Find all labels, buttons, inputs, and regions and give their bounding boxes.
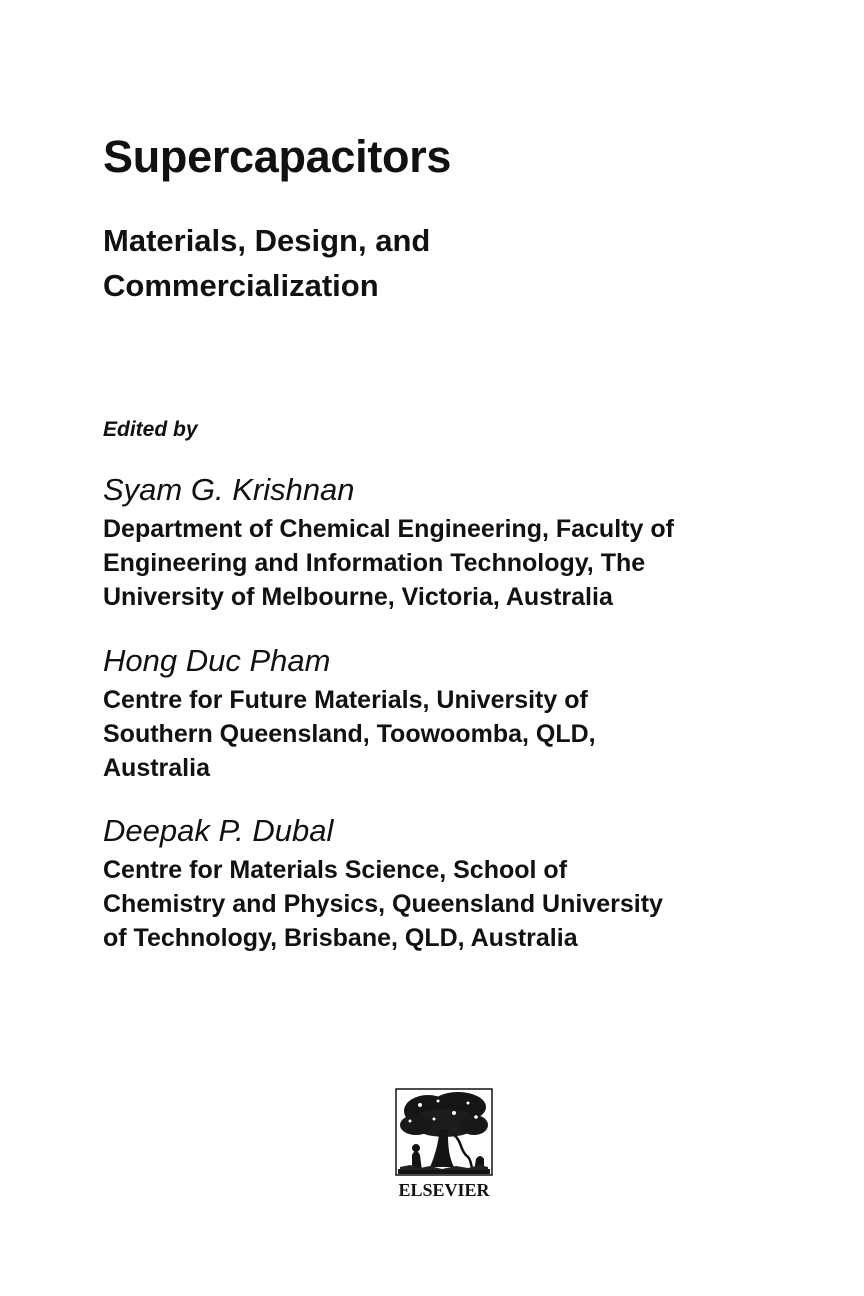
subtitle-line: Materials, Design, and [103, 223, 431, 258]
book-subtitle [103, 218, 663, 308]
editor-name: Syam G. Krishnan [103, 472, 355, 507]
editor-entry [103, 813, 803, 955]
affiliation-line: of Technology, Brisbane, QLD, Australia [103, 924, 578, 952]
subtitle-line: Commercialization [103, 268, 379, 303]
editor-entry [103, 472, 803, 614]
affiliation-line: Southern Queensland, Toowoomba, QLD, [103, 720, 596, 748]
affiliation-line: Chemistry and Physics, Queensland University [103, 890, 663, 918]
edited-by-label: Edited by [103, 418, 198, 441]
editor-affiliation [103, 853, 803, 955]
affiliation-line: University of Melbourne, Victoria, Australia [103, 583, 613, 611]
elsevier-tree-icon [390, 1085, 498, 1177]
affiliation-line: Centre for Future Materials, University of [103, 686, 588, 714]
editor-name: Deepak P. Dubal [103, 813, 334, 848]
editor-affiliation [103, 512, 803, 614]
editor-entry [103, 643, 803, 785]
book-title: Supercapacitors [103, 131, 452, 182]
editor-name: Hong Duc Pham [103, 643, 331, 678]
affiliation-line: Department of Chemical Engineering, Faculty of [103, 515, 674, 543]
affiliation-line: Australia [103, 754, 210, 782]
editor-affiliation [103, 683, 803, 785]
publisher-name: ELSEVIER [398, 1180, 490, 1200]
affiliation-line: Centre for Materials Science, School of [103, 856, 568, 884]
publisher-logo [390, 1085, 498, 1203]
affiliation-line: Engineering and Information Technology, The [103, 549, 646, 577]
